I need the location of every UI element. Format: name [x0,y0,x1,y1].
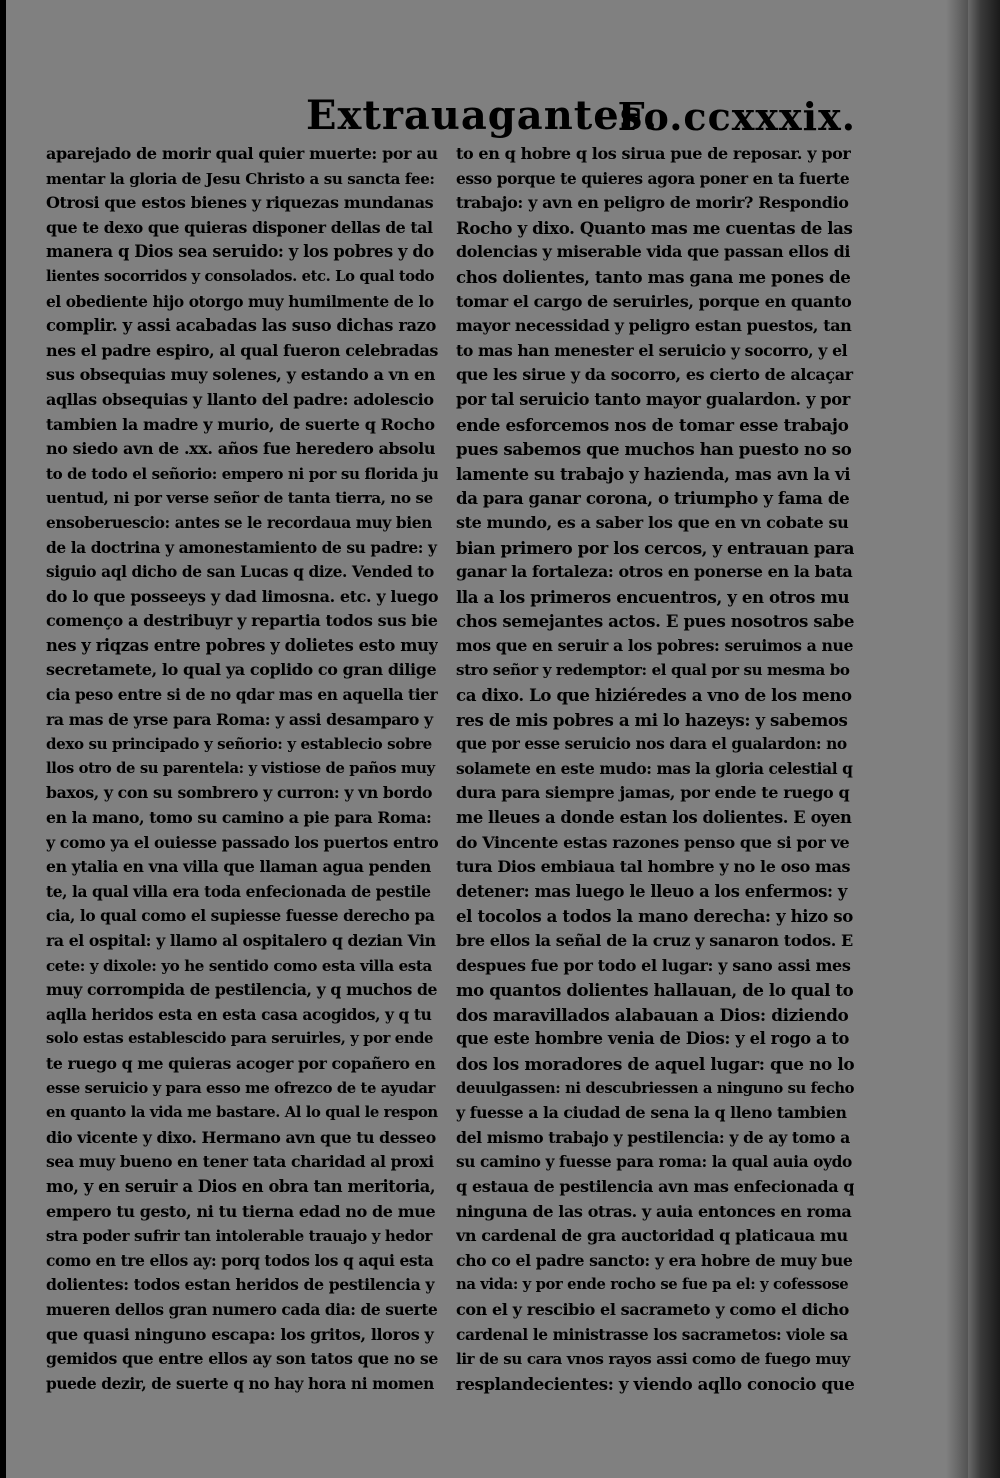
text-line: puede dezir, de suerte q no hay hora ni momen [46,1374,434,1393]
text-line: ende esforcemos nos de tomar esse trabajo [456,414,849,435]
text-line: el tocolos a todos la mano derecha: y hizo so [456,906,853,927]
text-line: en quanto la vida me bastare. Al lo qual le respon [46,1104,438,1122]
text-line: resplandecientes: y viendo aqllo conocio que [456,1373,854,1394]
text-line: mentar la gloria de Jesu Christo a su sancta fee: [46,169,435,188]
text-line: muy corrompida de pestilencia, y q muchos de [46,980,438,1000]
text-line: començo a destribuyr y repartia todos sus bie [46,611,438,631]
text-line: y como ya el ouiesse passado los puertos entro [46,832,438,852]
text-line: dolientes: todos estan heridos de pestilencia y [46,1275,435,1295]
book-page [6,0,968,1478]
text-line: dolencias y miserable vida que passan ellos di [456,242,851,262]
text-line: con el y rescibio el sacrameto y como el dicho [456,1299,849,1319]
text-line: Otrosi que estos bienes y riquezas mundanas [46,193,434,213]
text-line: uentud, ni por verse señor de tanta tierra, no se [46,489,433,508]
text-line: vn cardenal de gra auctoridad q platicaua mu [456,1226,848,1246]
text-line: ensoberuescio: antes se le recordaua muy bien [46,513,432,532]
text-line: mayor necessidad y peligro estan puestos, tan [456,316,852,336]
text-line: mos que en seruir a los pobres: seruimos a nue [456,635,854,655]
text-line: ganar la fortaleza: otros en ponerse en la bata [456,562,853,582]
text-line: ste mundo, es a saber los que en vn cobate su [456,512,849,532]
text-line: to de todo el señorio: empero ni por su florida ju [46,464,438,483]
text-line: chos semejantes actos. E pues nosotros sabe [456,611,854,632]
text-line: trabajo: y avn en peligro de morir? Respondio [456,193,849,213]
text-line: cia peso entre si de no qdar mas en aquella tier [46,686,438,705]
text-line: llos otro de su parentela: y vistiose de paños muy [46,759,435,777]
text-line: cete: y dixole: yo he sentido como esta villa esta [46,956,432,975]
text-line: aqlla heridos esta en esta casa acogidos, y q tu [46,1005,432,1024]
text-column-left [46,142,438,1396]
text-line: ca dixo. Lo que hiziéredes a vno de los meno [456,685,852,706]
text-line: lir de su cara vnos rayos assi como de fuego muy [456,1350,850,1369]
text-line: y fuesse a la ciudad de sena la q lleno tambien [456,1103,847,1123]
text-line: que les sirue y da socorro, es cierto de alcaçar [456,365,853,385]
text-line: de la doctrina y amonestamiento de su padre: y [46,538,437,557]
text-line: do lo que posseeys y dad limosna. etc. y luego [46,586,438,606]
text-line: do Vincente estas razones penso que si por ve [456,832,850,852]
text-line: cia, lo qual como el supiesse fuesse derecho pa [46,907,435,926]
text-line: como en tre ellos ay: porq todos los q aqui esta [46,1251,434,1270]
folio-number: Fo.ccxxxix. [617,94,856,139]
text-line: aqllas obsequias y llanto del padre: adolescio [46,389,434,409]
text-line: ra mas de yrse para Roma: y assi desamparo y [46,709,433,729]
text-line: q estaua de pestilencia avn mas enfecionada q [456,1176,854,1196]
text-line: res de mis pobres a mi lo hazeys: y sabemos [456,709,848,730]
text-line: to en q hobre q los sirua pue de reposar. y por [456,144,851,163]
text-line: dexo su principado y señorio: y establecio sobre [46,735,432,754]
text-line: dio vicente y dixo. Hermano avn que tu desseo [46,1127,436,1147]
page-fold-shadow [946,0,968,1478]
text-line: mo quantos dolientes hallauan, de lo qual to [456,980,854,1001]
text-line: stro señor y redemptor: el qual por su mesma bo [456,661,850,680]
text-line: cho co el padre sancto: y era hobre de muy bue [456,1250,853,1270]
text-line: ninguna de las otras. y auia entonces en roma [456,1201,852,1221]
text-line: manera q Dios sea seruido: y los pobres y do [46,242,434,262]
text-line: to mas han menester el seruicio y socorro, y el [456,340,848,360]
text-line: que quasi ninguno escapa: los gritos, lloros y [46,1324,434,1344]
text-line: complir. y assi acabadas las suso dichas razo [46,316,436,336]
text-line: dos los moradores de aquel lugar: que no lo [456,1053,854,1074]
text-line: del mismo trabajo y pestilencia: y de ay tomo a [456,1127,850,1147]
page-edge [968,0,1000,1478]
running-title: Extrauagantes. [306,92,659,139]
text-line: despues fue por todo el lugar: y sano assi mes [456,955,851,975]
text-line: que por esse seruicio nos dara el gualardon: no [456,735,847,754]
text-line: solo estas establescido para seruirles, y por ende [46,1030,434,1048]
text-line: que este hombre venia de Dios: y el rogo a to [456,1029,849,1049]
text-line: su camino y fuesse para roma: la qual auia oydo [456,1153,852,1172]
text-line: en la mano, tomo su camino a pie para Roma: [46,808,432,828]
text-line: dura para siempre jamas, por ende te ruego q [456,783,850,803]
text-line: nes el padre espiro, al qual fueron celebradas [46,340,438,360]
text-line: cardenal le ministrasse los sacrametos: viole sa [456,1325,848,1344]
text-line: sus obsequias muy solenes, y estando a vn en [46,365,435,385]
text-line: no siedo avn de .xx. años fue heredero absolu [46,439,436,459]
text-line: me lleues a donde estan los dolientes. E oyen [456,808,852,828]
text-line: en ytalia en vna villa que llaman agua penden [46,857,431,877]
text-line: ra el ospital: y llamo al ospitalero q dezian Vin [46,931,436,950]
text-line: bian primero por los cercos, y entrauan para [456,537,854,558]
text-line: el obediente hijo otorgo muy humilmente de lo [46,292,434,311]
text-line: tura Dios embiaua tal hombre y no le oso mas [456,857,851,877]
text-line: lientes socorridos y consolados. etc. Lo qual todo [46,267,435,285]
text-line: siguio aql dicho de san Lucas q dize. Vended to [46,563,434,582]
text-line: solamete en este mudo: mas la gloria celestial q [456,759,853,778]
text-line: baxos, y con su sombrero y curron: y vn bordo [46,783,433,803]
text-line: na vida: y por ende rocho se fue pa el: y cofessose [456,1276,849,1294]
text-line: stra poder sufrir tan intolerable trauajo y hedor [46,1227,433,1246]
text-line: aparejado de morir qual quier muerte: por au [46,144,438,163]
text-line: tambien la madre y murio, de suerte q Rocho [46,414,435,434]
text-line: esso porque te quieres agora poner en ta fuerte [456,169,850,188]
text-line: te, la qual villa era toda enfecionada de pestile [46,882,431,901]
text-line: da para ganar corona, o triumpho y fama de [456,488,850,509]
text-line: mo, y en seruir a Dios en obra tan meritoria, [46,1176,436,1196]
text-line: gemidos que entre ellos ay son tatos que no se [46,1349,438,1369]
text-line: sea muy bueno en tener tata charidad al proxi [46,1152,434,1172]
text-line: dos maravillados alabauan a Dios: diziendo [456,1004,849,1025]
text-line: Rocho y dixo. Quanto mas me cuentas de las [456,217,853,238]
text-line: te ruego q me quieras acoger por copañero en [46,1053,436,1073]
text-column-right [456,142,854,1396]
text-line: pues sabemos que muchos han puesto no so [456,439,852,460]
text-line: chos dolientes, tanto mas gana me pones de [456,266,851,287]
text-line: mueren dellos gran numero cada dia: de suerte [46,1300,438,1319]
text-line: deuulgassen: ni descubriessen a ninguno su fecho [456,1079,854,1097]
text-line: secretamete, lo qual ya coplido co gran dilige [46,660,437,680]
text-line: por tal seruicio tanto mayor gualardon. y por [456,389,850,409]
text-line: que te dexo que quieras disponer dellas de tal [46,217,433,237]
text-line: empero tu gesto, ni tu tierna edad no de mue [46,1201,436,1221]
text-line: detener: mas luego le lleuo a los enfermos: y [456,881,847,901]
text-line: esse seruicio y para esso me ofrezco de te ayudar [46,1079,436,1097]
text-line: bre ellos la señal de la cruz y sanaron todos. E [456,931,853,950]
text-line: nes y riqzas entre pobres y dolietes esto muy [46,635,438,655]
text-line: lla a los primeros encuentros, y en otros mu [456,586,850,607]
text-line: tomar el cargo de seruirles, porque en quanto [456,291,852,311]
text-line: lamente su trabajo y hazienda, mas avn la vi [456,463,851,484]
